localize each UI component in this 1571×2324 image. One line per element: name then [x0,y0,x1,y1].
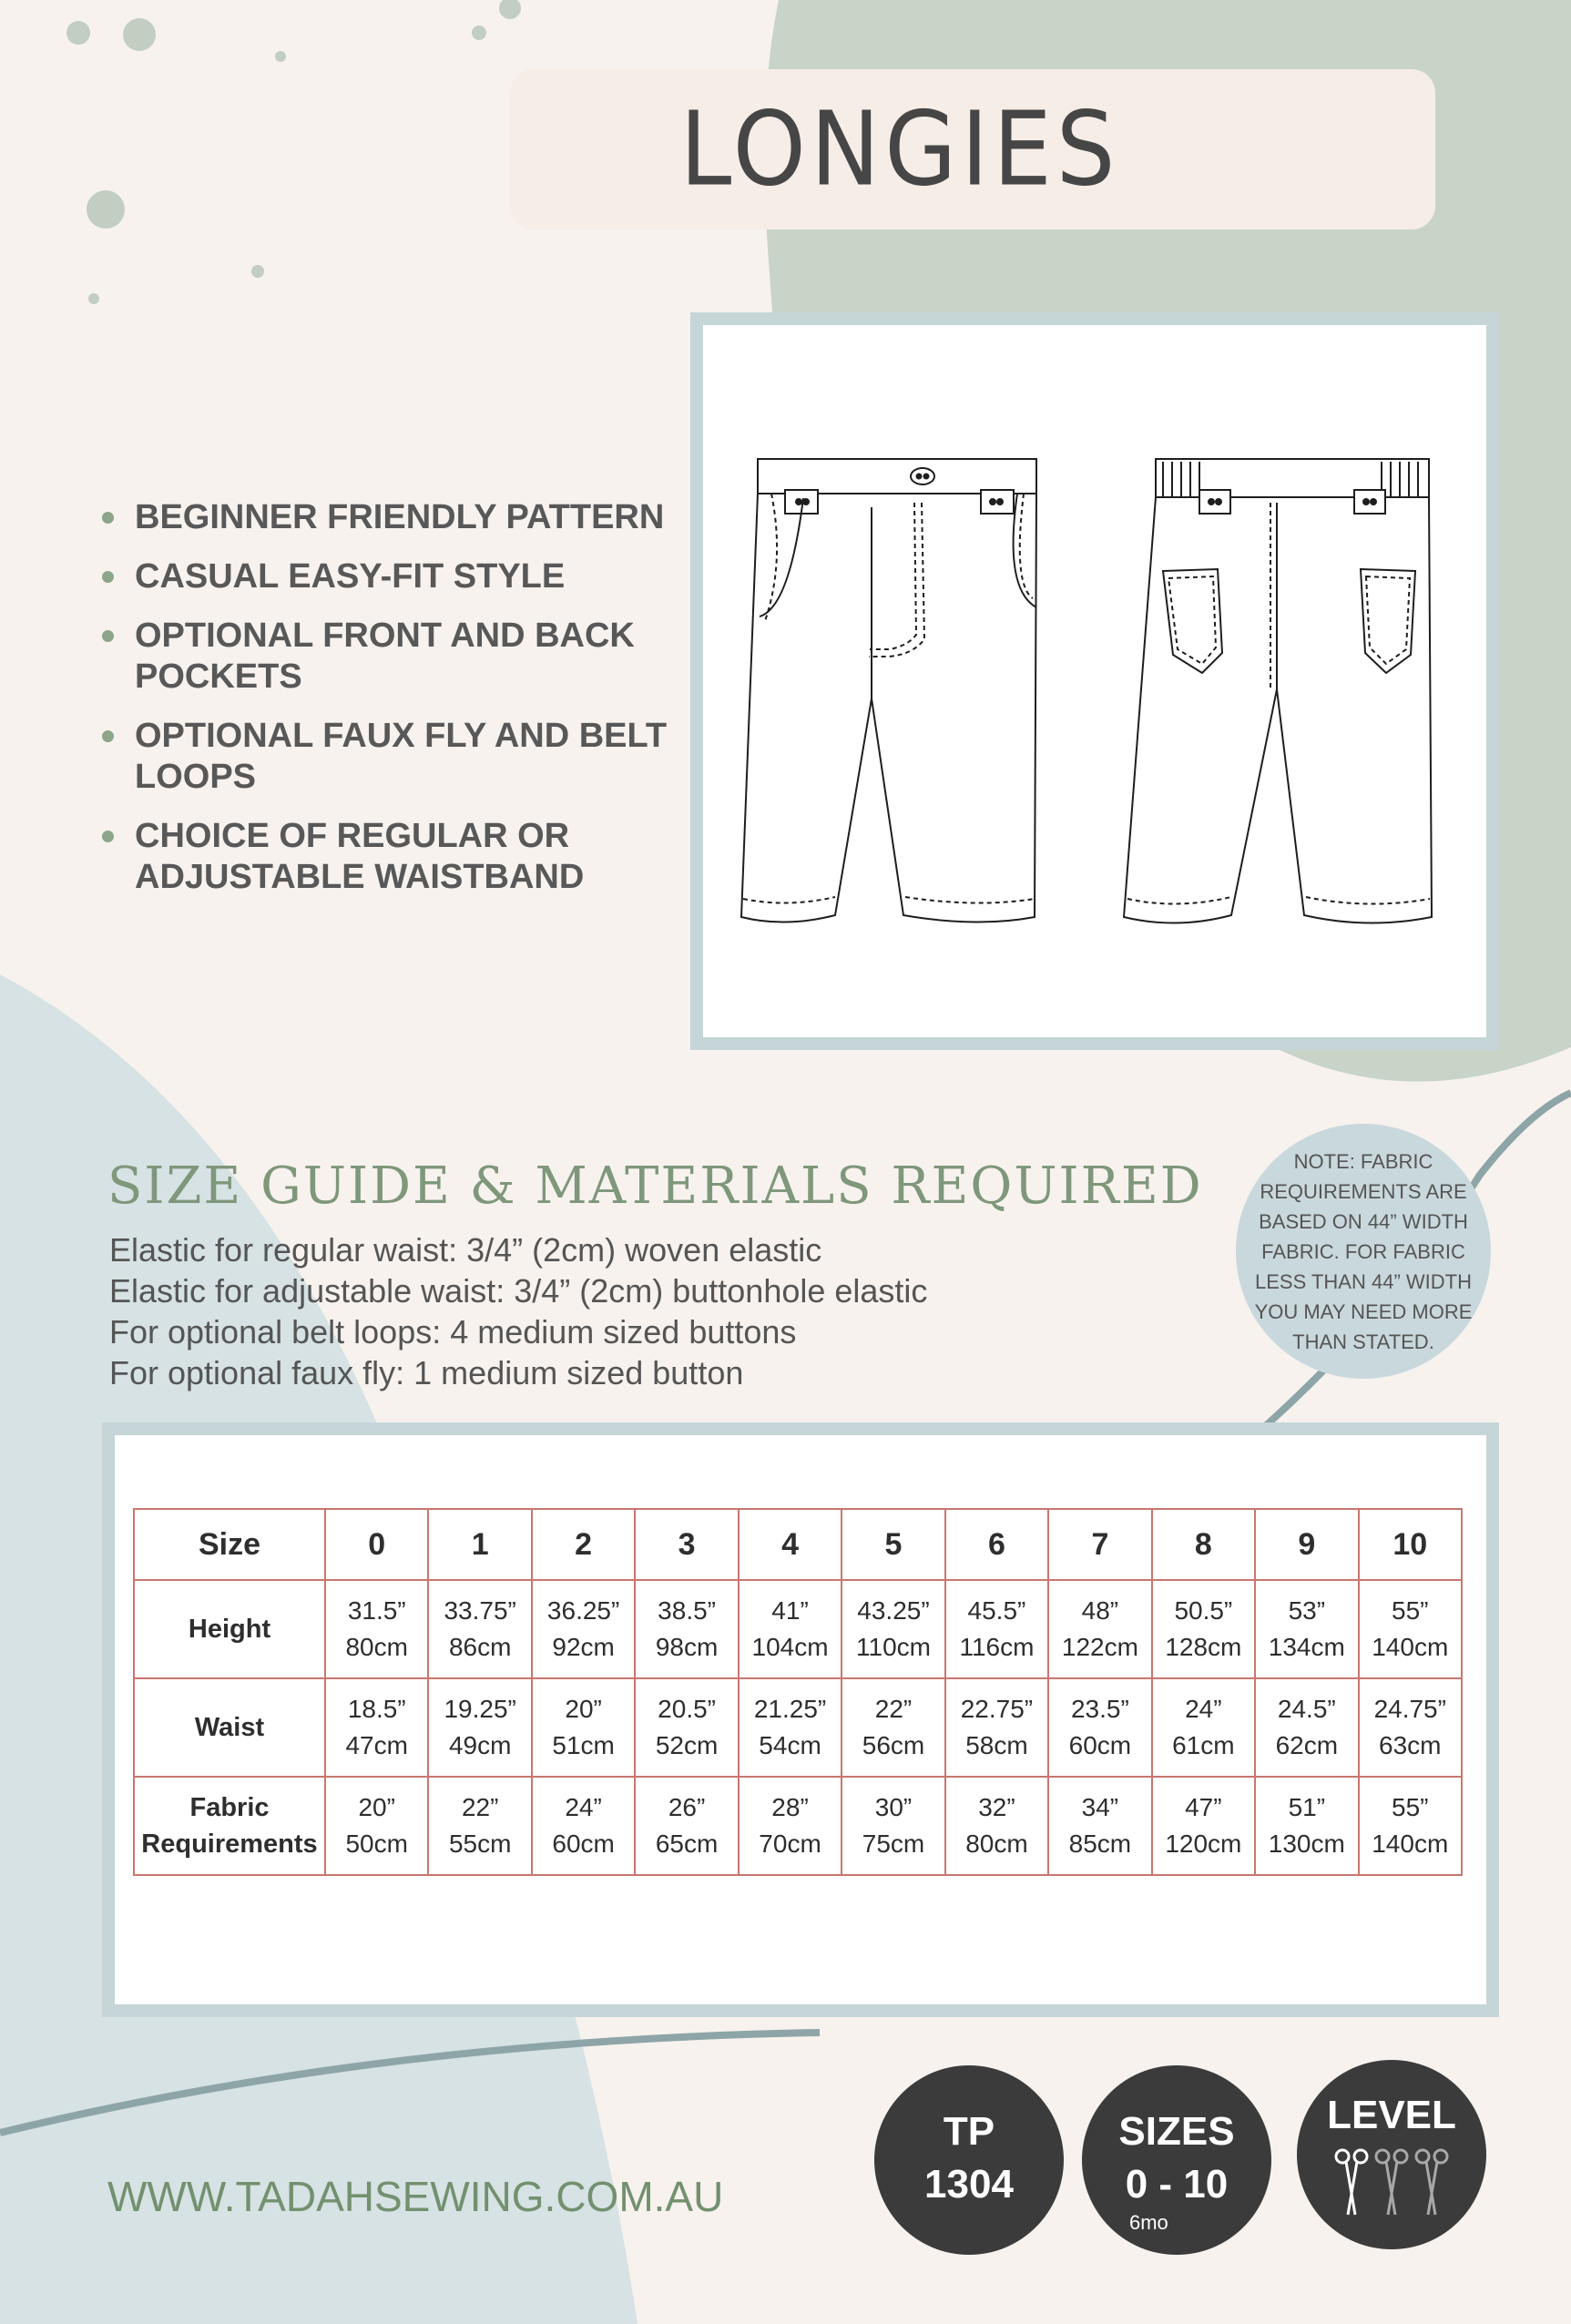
size-cell: 8 [1152,1509,1255,1580]
table-row [134,1777,1462,1875]
table-cell [1359,1580,1462,1678]
metric-value: 63cm [1379,1731,1442,1759]
imperial-value: 30” [874,1793,913,1821]
metric-value: 62cm [1275,1731,1339,1759]
badge-line: 0 - 10 [1125,2162,1229,2207]
metric-value: 80cm [965,1830,1028,1858]
table-cell [1152,1580,1255,1678]
imperial-value: 24” [565,1793,602,1821]
metric-value: 75cm [862,1830,925,1858]
sizes-badge [1082,2065,1271,2255]
imperial-value: 21.25” [753,1695,827,1723]
bullet-dot-icon [102,831,114,842]
table-cell [1359,1777,1462,1875]
metric-value: 70cm [759,1830,821,1858]
imperial-value: 55” [1392,1793,1429,1821]
imperial-value: 20” [565,1695,602,1723]
back-view-shorts-icon [1124,459,1432,923]
feature-item [98,716,699,798]
imperial-value: 19.25” [444,1695,516,1723]
badge-line: LEVEL [1327,2093,1456,2137]
metric-value: 122cm [1061,1633,1138,1661]
metric-value: 80cm [345,1633,408,1661]
front-view-shorts-icon [741,459,1036,922]
size-table [133,1508,1463,1876]
table-cell [532,1580,635,1678]
imperial-value: 23.5” [1070,1695,1129,1723]
metric-value: 54cm [759,1731,821,1759]
table-cell [1048,1580,1151,1678]
row-label: Fabric Requirements [134,1777,325,1875]
table-cell [842,1777,944,1875]
table-cell [1255,1580,1358,1678]
metric-value: 110cm [856,1633,931,1661]
table-cell [739,1580,842,1678]
feature-text: CHOICE OF REGULAR OR ADJUSTABLE WAISTBAND [135,817,585,896]
metric-value: 92cm [552,1633,615,1661]
feature-item [98,616,645,698]
imperial-value: 41” [771,1596,809,1625]
materials-line: For optional belt loops: 4 medium sized buttons [109,1313,797,1351]
badge-line: 1304 [924,2162,1014,2207]
imperial-value: 24” [1185,1695,1222,1723]
table-cell [1359,1678,1462,1777]
table-cell [635,1777,738,1875]
materials-line: For optional faux fly: 1 medium sized button [109,1354,744,1391]
table-cell [1048,1777,1151,1875]
table-cell [325,1678,428,1777]
metric-value: 140cm [1372,1830,1449,1858]
imperial-value: 31.5” [347,1596,406,1625]
size-cell: 2 [532,1509,635,1580]
bullet-dot-icon [102,512,114,524]
bullet-dot-icon [102,730,114,742]
table-cell [325,1580,428,1678]
feature-list [98,497,699,916]
scissors-icon [1376,2150,1407,2215]
table-cell [325,1777,428,1875]
metric-value: 134cm [1268,1633,1345,1661]
metric-value: 56cm [862,1731,925,1759]
table-cell [635,1678,738,1777]
section-heading: SIZE GUIDE & MATERIALS REQUIRED [107,1157,1203,1216]
size-table-frame [102,1422,1499,2017]
feature-item [98,816,645,898]
imperial-value: 22” [461,1793,499,1821]
imperial-value: 33.75” [444,1596,516,1625]
table-cell [428,1777,531,1875]
page-title: LONGIES [679,89,1120,209]
table-cell [945,1580,1048,1678]
table-cell [945,1777,1048,1875]
size-cell: 4 [739,1509,842,1580]
table-row [134,1678,1462,1777]
table-cell [739,1777,842,1875]
metric-value: 130cm [1268,1830,1345,1858]
scissors-icon [1336,2150,1367,2215]
garment-illustration [703,325,1486,1037]
metric-value: 128cm [1165,1633,1242,1661]
row-label: Waist [134,1678,325,1777]
imperial-value: 43.25” [857,1596,930,1625]
pattern-number-badge [874,2065,1064,2255]
metric-value: 51cm [552,1731,615,1759]
metric-value: 49cm [448,1731,512,1759]
metric-value: 52cm [655,1731,719,1759]
bullet-dot-icon [102,571,114,583]
table-cell [428,1678,531,1777]
row-label: Height [134,1580,325,1678]
imperial-value: 36.25” [546,1596,620,1625]
imperial-value: 24.5” [1277,1695,1336,1723]
size-cell: 5 [842,1509,944,1580]
table-cell [532,1777,635,1875]
table-cell [1152,1777,1255,1875]
imperial-value: 24.75” [1373,1695,1446,1723]
metric-value: 47cm [345,1731,408,1759]
table-cell [842,1678,944,1777]
table-cell [1048,1678,1151,1777]
table-cell [635,1580,738,1678]
feature-text: BEGINNER FRIENDLY PATTERN [135,498,665,536]
metric-value: 116cm [959,1633,1035,1661]
table-cell [1152,1678,1255,1777]
metric-value: 98cm [655,1633,719,1661]
metric-value: 104cm [751,1633,829,1661]
metric-value: 58cm [965,1731,1028,1759]
imperial-value: 20.5” [658,1695,716,1723]
imperial-value: 47” [1185,1793,1222,1821]
table-cell [739,1678,842,1777]
size-cell: 3 [635,1509,738,1580]
size-cell: 7 [1048,1509,1151,1580]
imperial-value: 28” [771,1793,809,1821]
imperial-value: 32” [978,1793,1015,1821]
metric-value: 120cm [1165,1830,1242,1858]
table-cell [1255,1777,1358,1875]
garment-illustration-frame [690,312,1499,1050]
table-cell [532,1678,635,1777]
badge-line: SIZES [1118,2109,1235,2154]
table-cell [842,1580,944,1678]
metric-value: 86cm [448,1633,512,1661]
fabric-note [1236,1124,1491,1379]
table-header-row [134,1509,1462,1580]
badge-line: TP [943,2109,995,2154]
title-banner [510,69,1435,229]
website-link[interactable]: WWW.TADAHSEWING.COM.AU [107,2173,724,2220]
imperial-value: 51” [1288,1793,1326,1821]
metric-value: 60cm [552,1830,615,1858]
materials-list [109,1229,927,1393]
materials-line: Elastic for adjustable waist: 3/4” (2cm) buttonhole elastic [109,1272,928,1310]
imperial-value: 18.5” [347,1695,406,1723]
materials-line: Elastic for regular waist: 3/4” (2cm) woven elastic [109,1231,822,1269]
bullet-dot-icon [102,630,114,642]
metric-value: 50cm [345,1830,408,1858]
size-cell: 0 [325,1509,428,1580]
size-header-cell: Size [134,1509,325,1580]
feature-text: OPTIONAL FRONT AND BACK POCKETS [135,617,635,696]
imperial-value: 26” [668,1793,706,1821]
metric-value: 61cm [1172,1731,1235,1759]
scissors-rating [1328,2147,1455,2220]
table-cell [428,1580,531,1678]
imperial-value: 50.5” [1174,1596,1233,1625]
metric-value: 65cm [655,1830,719,1858]
feature-item [98,497,699,538]
metric-value: 60cm [1068,1731,1132,1759]
badge-subtext: 6mo [1129,2211,1168,2234]
decor-dots [66,0,521,304]
metric-value: 85cm [1068,1830,1132,1858]
imperial-value: 22” [874,1695,913,1723]
feature-item [98,556,699,597]
metric-value: 140cm [1372,1633,1449,1661]
imperial-value: 55” [1392,1596,1429,1625]
imperial-value: 20” [358,1793,395,1821]
level-badge [1297,2060,1486,2249]
metric-value: 55cm [448,1830,512,1858]
scissors-icon [1416,2150,1447,2215]
feature-text: OPTIONAL FAUX FLY AND BELT LOOPS [135,717,668,796]
imperial-value: 53” [1288,1596,1326,1625]
size-cell: 6 [945,1509,1048,1580]
table-cell [945,1678,1048,1777]
imperial-value: 38.5” [658,1596,716,1625]
imperial-value: 22.75” [960,1695,1034,1723]
size-cell: 1 [428,1509,531,1580]
imperial-value: 48” [1081,1596,1119,1625]
imperial-value: 45.5” [967,1596,1026,1625]
imperial-value: 34” [1081,1793,1119,1821]
table-row [134,1580,1462,1678]
size-cell: 10 [1359,1509,1462,1580]
size-cell: 9 [1255,1509,1358,1580]
fabric-note-text: NOTE: FABRIC REQUIREMENTS ARE BASED ON 44” WIDTH FABRIC. FOR FABRIC LESS THAN 44” WIDTH YOU MAY NEED MORE THAN STATED. [1254,1149,1473,1353]
feature-text: CASUAL EASY-FIT STYLE [135,557,566,596]
table-cell [1255,1678,1358,1777]
